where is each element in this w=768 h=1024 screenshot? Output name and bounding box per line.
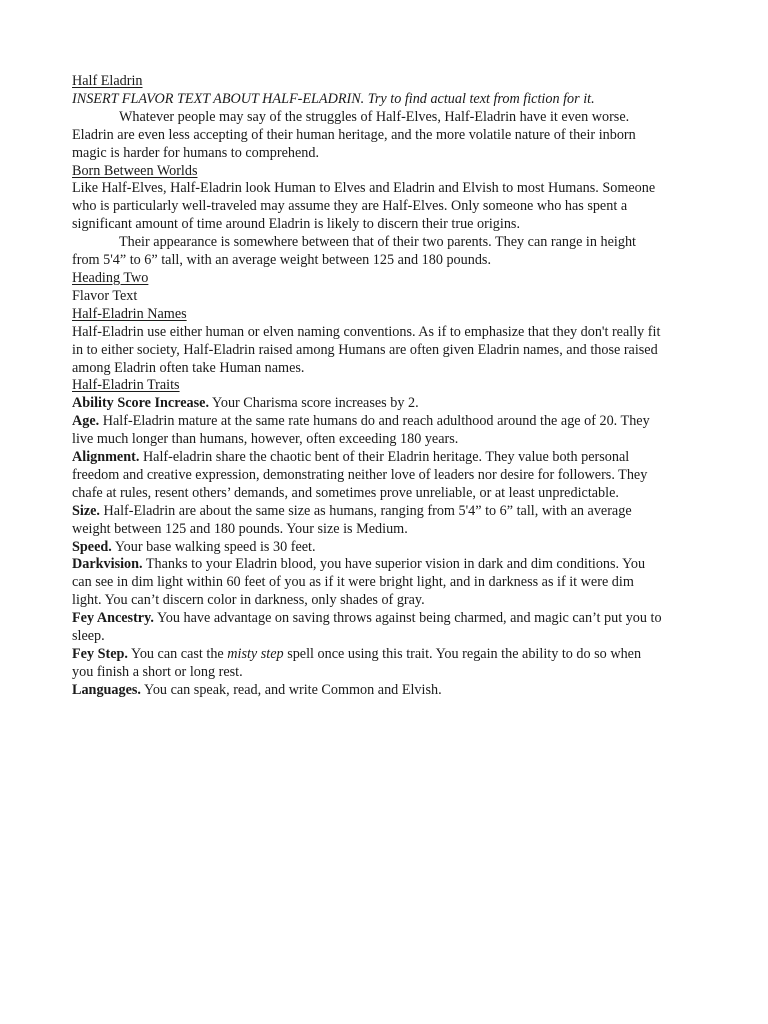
trait-text: weight between 125 and 180 pounds. Your size is Medium. — [72, 520, 408, 537]
names-line: among Eladrin often take Human names. — [72, 359, 305, 376]
flavor-placeholder: INSERT FLAVOR TEXT ABOUT HALF-ELADRIN. Try to find actual text from fiction for it. — [72, 90, 595, 107]
intro-paragraph — [72, 109, 704, 163]
trait-text: You have advantage on saving throws against being charmed, and magic can’t put you to — [153, 610, 662, 627]
traits-heading: Half-Eladrin Traits — [72, 377, 180, 394]
born-line: significant amount of time around Eladrin is likely to discern their true origins. — [72, 216, 520, 233]
names-line: in to either society, Half-Eladrin raised among Humans are often given Eladrin names, and those raised — [72, 341, 658, 358]
trait-alignment — [72, 449, 704, 503]
trait-speed — [72, 539, 704, 557]
trait-size — [72, 503, 704, 539]
document-page — [72, 73, 704, 700]
trait-name: Fey Step. — [72, 646, 128, 662]
intro-line: magic is harder for humans to comprehend. — [72, 144, 320, 161]
trait-age — [72, 413, 704, 449]
born-line: who is particularly well-traveled may assume they are Half-Elves. Only someone who has spent a — [72, 198, 628, 215]
heading-two: Heading Two — [72, 269, 149, 286]
trait-text: sleep. — [72, 628, 105, 645]
trait-text: Half-eladrin share the chaotic bent of their Eladrin heritage. They value both personal — [139, 449, 630, 466]
trait-text: freedom and creative expression, demonstrating neither love of leaders nor desire for followers. They — [72, 466, 648, 483]
document-title: Half Eladrin — [72, 73, 143, 89]
trait-name: Size. — [72, 502, 100, 519]
flavor-text: Flavor Text — [72, 287, 138, 304]
trait-text: Half-Eladrin mature at the same rate humans do and reach adulthood around the age of 20. They — [99, 413, 650, 430]
trait-text: Half-Eladrin are about the same size as humans, ranging from 5'4” to 6” tall, with an average — [99, 502, 632, 519]
born-line: Their appearance is somewhere between that of their two parents. They can range in height — [119, 234, 636, 251]
trait-text: Thanks to your Eladrin blood, you have superior vision in dark and dim conditions. You — [142, 556, 646, 573]
trait-name: Fey Ancestry. — [72, 610, 154, 627]
trait-name: Languages. — [72, 681, 141, 698]
trait-text: live much longer than humans, however, often exceeding 180 years. — [72, 431, 459, 448]
born-paragraph-1 — [72, 180, 704, 234]
born-line: from 5'4” to 6” tall, with an average weight between 125 and 180 pounds. — [72, 252, 492, 269]
trait-text: can see in dim light within 60 feet of you as if it were bright light, and in darkness as if it were dim — [72, 574, 634, 591]
trait-text: spell once using this trait. You regain the ability to do so when — [283, 646, 642, 662]
born-line: Like Half-Elves, Half-Eladrin look Human to Elves and Eladrin and Elvish to most Humans. Someone — [72, 180, 656, 197]
trait-text: You can speak, read, and write Common and Elvish. — [140, 681, 442, 698]
intro-line: Whatever people may say of the struggles of Half-Elves, Half-Eladrin have it even worse. — [119, 108, 630, 125]
trait-languages — [72, 682, 704, 700]
spell-name: misty step — [227, 646, 284, 662]
intro-line: Eladrin are even less accepting of their human heritage, and the more volatile nature of their inborn — [72, 126, 636, 143]
trait-fey-ancestry — [72, 610, 704, 646]
trait-fey-step — [72, 646, 704, 682]
born-paragraph-2 — [72, 234, 704, 270]
born-between-worlds-heading: Born Between Worlds — [72, 162, 198, 179]
trait-text: chafe at rules, resent others’ demands, and sometimes prove unreliable, or at least unpredictable. — [72, 484, 619, 501]
trait-ability-score-increase — [72, 395, 704, 413]
names-heading: Half-Eladrin Names — [72, 305, 187, 322]
trait-text: Your Charisma score increases by 2. — [209, 395, 419, 412]
trait-name: Darkvision. — [72, 556, 143, 573]
trait-name: Ability Score Increase. — [72, 395, 209, 412]
trait-text: Your base walking speed is 30 feet. — [111, 538, 316, 555]
trait-text: you finish a short or long rest. — [72, 663, 243, 680]
trait-text: You can cast the — [127, 646, 228, 662]
names-line: Half-Eladrin use either human or elven naming conventions. As if to emphasize that they don't really fit — [72, 323, 661, 340]
trait-text: light. You can’t discern color in darkness, only shades of gray. — [72, 592, 425, 609]
trait-darkvision — [72, 556, 704, 610]
names-paragraph — [72, 324, 704, 378]
trait-name: Speed. — [72, 538, 112, 555]
trait-name: Age. — [72, 413, 100, 430]
trait-name: Alignment. — [72, 449, 140, 466]
